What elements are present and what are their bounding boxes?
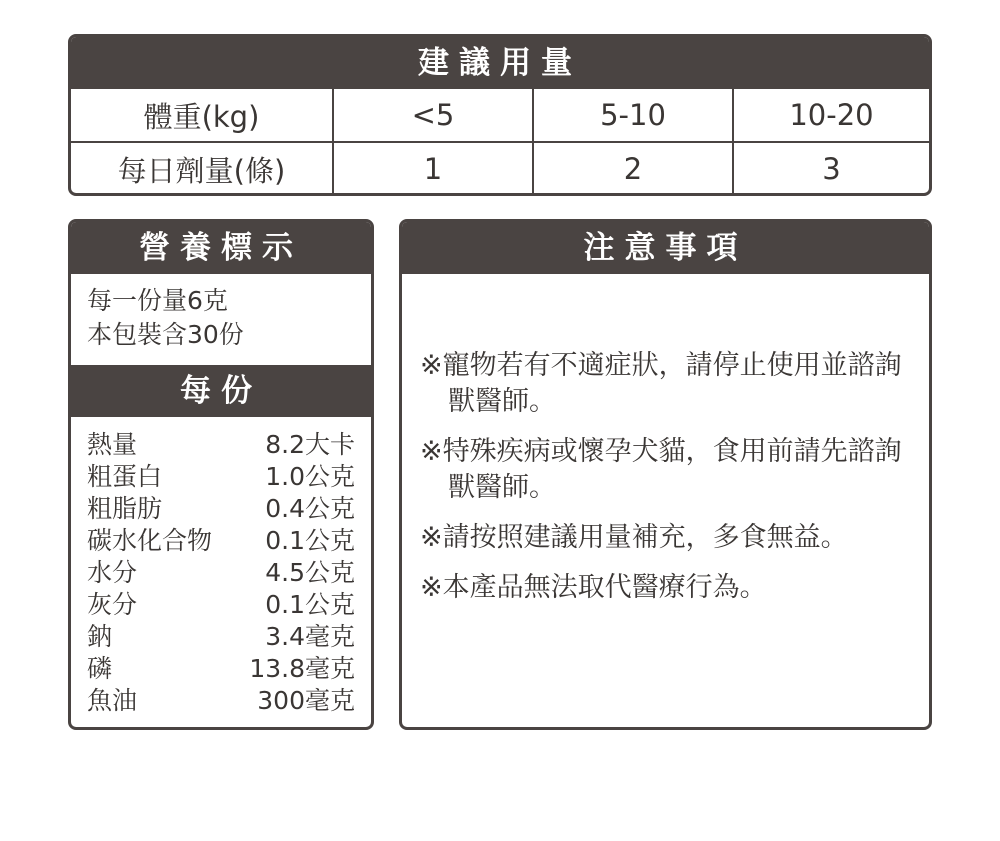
note-item: ※請按照建議用量補充，多食無益。 [420, 522, 848, 553]
nutrient-value: 0.1公克 [265, 590, 355, 619]
weight-row [71, 89, 929, 141]
nutrition-row [87, 685, 355, 717]
dosage-table [68, 34, 932, 196]
note-item: ※特殊疾病或懷孕犬貓，食用前請先諮詢獸醫師。 [420, 436, 902, 503]
servings-per-pack: 本包裝含30份 [87, 320, 244, 349]
weight-cell: 5-10 [532, 89, 732, 141]
serving-size: 每一份量6克 [87, 286, 228, 315]
nutrient-name: 粗蛋白 [87, 462, 163, 491]
nutrient-name: 鈉 [87, 622, 113, 651]
nutrient-value: 13.8毫克 [249, 654, 355, 683]
nutrition-row [87, 525, 355, 557]
notes-panel [399, 219, 932, 730]
note-item: ※寵物若有不適症狀，請停止使用並諮詢獸醫師。 [420, 350, 902, 417]
weight-cell: 10-20 [732, 89, 929, 141]
dose-cell: 2 [532, 143, 732, 195]
nutrient-value: 1.0公克 [265, 462, 355, 491]
nutrition-panel [68, 219, 374, 730]
notes-title: 注意事項 [402, 222, 929, 274]
nutrient-value: 4.5公克 [265, 558, 355, 587]
nutrition-row [87, 429, 355, 461]
dose-cell: 3 [732, 143, 929, 195]
nutrient-name: 磷 [87, 654, 113, 683]
nutrition-row [87, 653, 355, 685]
nutrition-row [87, 589, 355, 621]
weight-label: 體重(kg) [143, 99, 260, 134]
nutrient-name: 碳水化合物 [87, 526, 213, 555]
nutrition-row [87, 461, 355, 493]
notes-list [402, 274, 929, 606]
weight-cell: <5 [332, 89, 532, 141]
nutrient-name: 水分 [87, 558, 138, 587]
nutrition-title: 營養標示 [71, 222, 371, 274]
dose-label: 每日劑量(條) [117, 153, 286, 188]
nutrient-name: 灰分 [87, 590, 138, 619]
serving-info [71, 274, 371, 365]
nutrient-name: 熱量 [87, 430, 138, 459]
dose-row [71, 141, 929, 195]
nutrient-value: 300毫克 [257, 686, 355, 715]
nutrient-name: 粗脂肪 [87, 494, 163, 523]
dosage-title: 建議用量 [71, 37, 929, 89]
nutrition-row [87, 621, 355, 653]
nutrient-name: 魚油 [87, 686, 138, 715]
dose-cell: 1 [332, 143, 532, 195]
nutrient-value: 0.1公克 [265, 526, 355, 555]
nutrition-list [71, 417, 371, 717]
per-serving-title: 每份 [71, 365, 371, 417]
nutrient-value: 8.2大卡 [265, 430, 355, 459]
nutrition-row [87, 493, 355, 525]
nutrition-row [87, 557, 355, 589]
nutrient-value: 3.4毫克 [265, 622, 355, 651]
note-item: ※本產品無法取代醫療行為。 [420, 572, 767, 603]
nutrient-value: 0.4公克 [265, 494, 355, 523]
